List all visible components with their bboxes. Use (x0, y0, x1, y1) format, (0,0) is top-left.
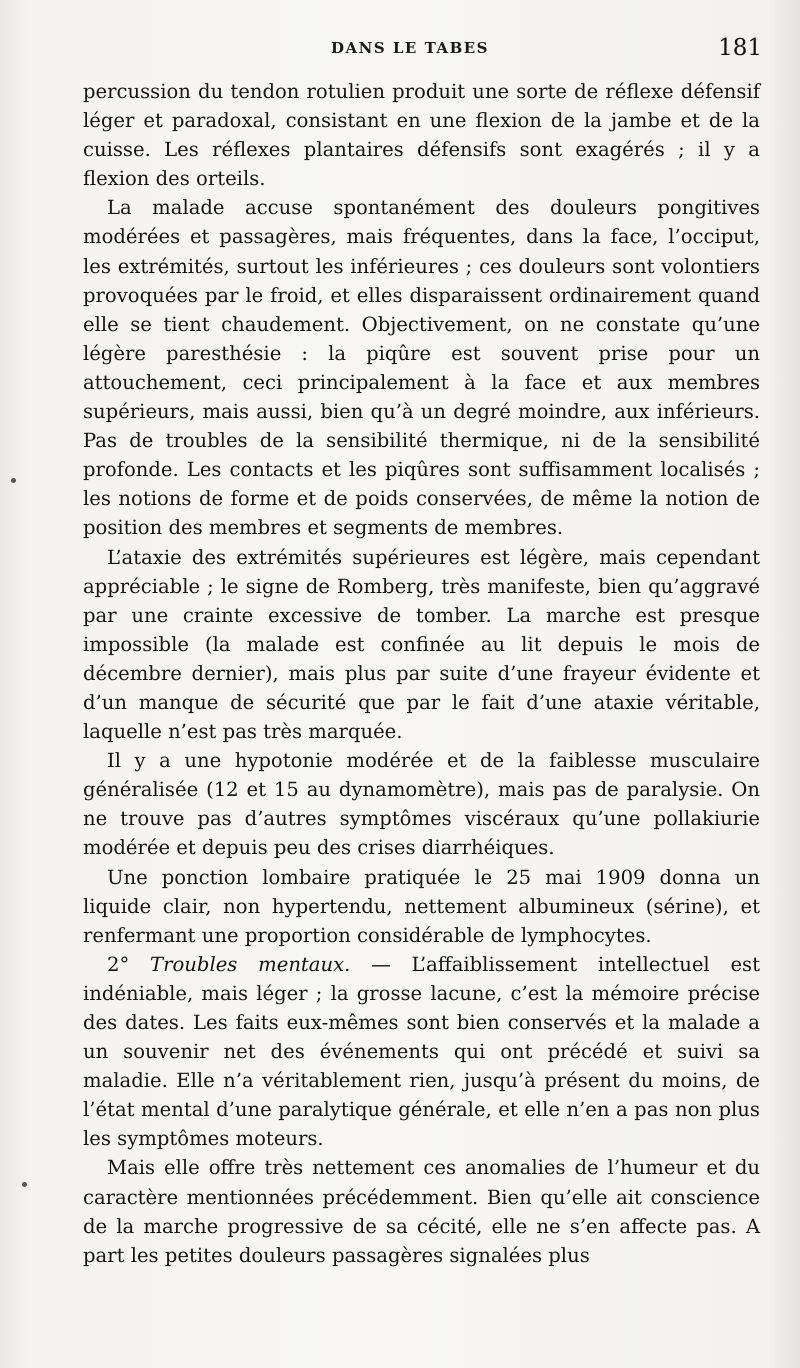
section-heading: Troubles mentaux. (150, 952, 351, 976)
section-text: — L’affaiblissement intellectuel est indéniable, mais léger ; la grosse lacune, c’est la mémoire précise des dates. Les faits eux-mêmes sont bien conservés et la malade a un souvenir net des événements qui ont précédé et suivi sa maladie. Elle n’a véritablement rien, jusqu’à présent du moins, de l’état mental d’une paralytique générale, et elle n’en a pas non plus les symptômes moteurs. (83, 952, 760, 1151)
paragraph-mood-anomalies: Mais elle offre très nettement ces anomalies de l’humeur et du caractère mentionnées précédemment. Bien qu’elle ait conscience de la marche progressive de sa cécité, elle ne s’en affecte pas. A part les petites douleurs passagères signalées plus (83, 1156, 760, 1267)
running-head (0, 35, 800, 65)
paragraph-hypotonia: Il y a une hypotonie modérée et de la faiblesse musculaire généralisée (12 et 15 au dynamomètre), mais pas de paralysie. On ne trouve pas d’autres symptômes viscéraux qu’une pollakiurie modérée et depuis peu des crises diarrhéiques. (83, 749, 760, 860)
page-number: 181 (718, 35, 762, 61)
body-text (83, 77, 760, 1270)
margin-speck (22, 1182, 27, 1187)
paragraph-lumbar-puncture: Une ponction lombaire pratiquée le 25 mai 1909 donna un liquide clair, non hypertendu, nettement albumineux (sérine), et renfermant une proportion considérable de lymphocytes. (83, 865, 760, 947)
paragraph-continuation: percussion du tendon rotulien produit une sorte de réflexe défensif léger et paradoxal, consistant en une flexion de la jambe et de la cuisse. Les réflexes plantaires défensifs sont exagérés ; il y a flexion des orteils. (83, 80, 760, 191)
margin-speck (11, 478, 16, 483)
section-number: 2° (107, 952, 151, 976)
paragraph-ataxia: L’ataxie des extrémités supérieures est légère, mais cependant appréciable ; le signe de Romberg, très manifeste, bien qu’aggravé par une crainte excessive de tomber. La marche est presque impossible (la malade est confinée au lit depuis le mois de décembre dernier), mais plus par suite d’une frayeur évidente et d’un manque de sécurité que par le fait d’une ataxie véritable, laquelle n’est pas très marquée. (83, 545, 760, 744)
running-title: DANS LE TABES (330, 39, 490, 57)
paragraph-pain-sensibility: La malade accuse spontanément des douleurs pongitives modérées et passagères, mais fréquentes, dans la face, l’occiput, les extrémités, surtout les inférieures ; ces douleurs sont volontiers provoquées par le froid, et elles disparaissent ordinairement quand elle se tient chaudement. Objectivement, on ne constate qu’une légère paresthésie : la piqûre est souvent prise pour un attouchement, ceci principalement à la face et aux membres supérieurs, mais aussi, bien qu’à un degré moindre, aux inférieurs. Pas de troubles de la sensibilité thermique, ni de la sensibilité profonde. Les contacts et les piqûres sont suffisamment localisés ; les notions de forme et de poids conservées, de même la notion de position des membres et segments de membres. (83, 196, 760, 540)
paragraph-mental-troubles (83, 950, 760, 1154)
